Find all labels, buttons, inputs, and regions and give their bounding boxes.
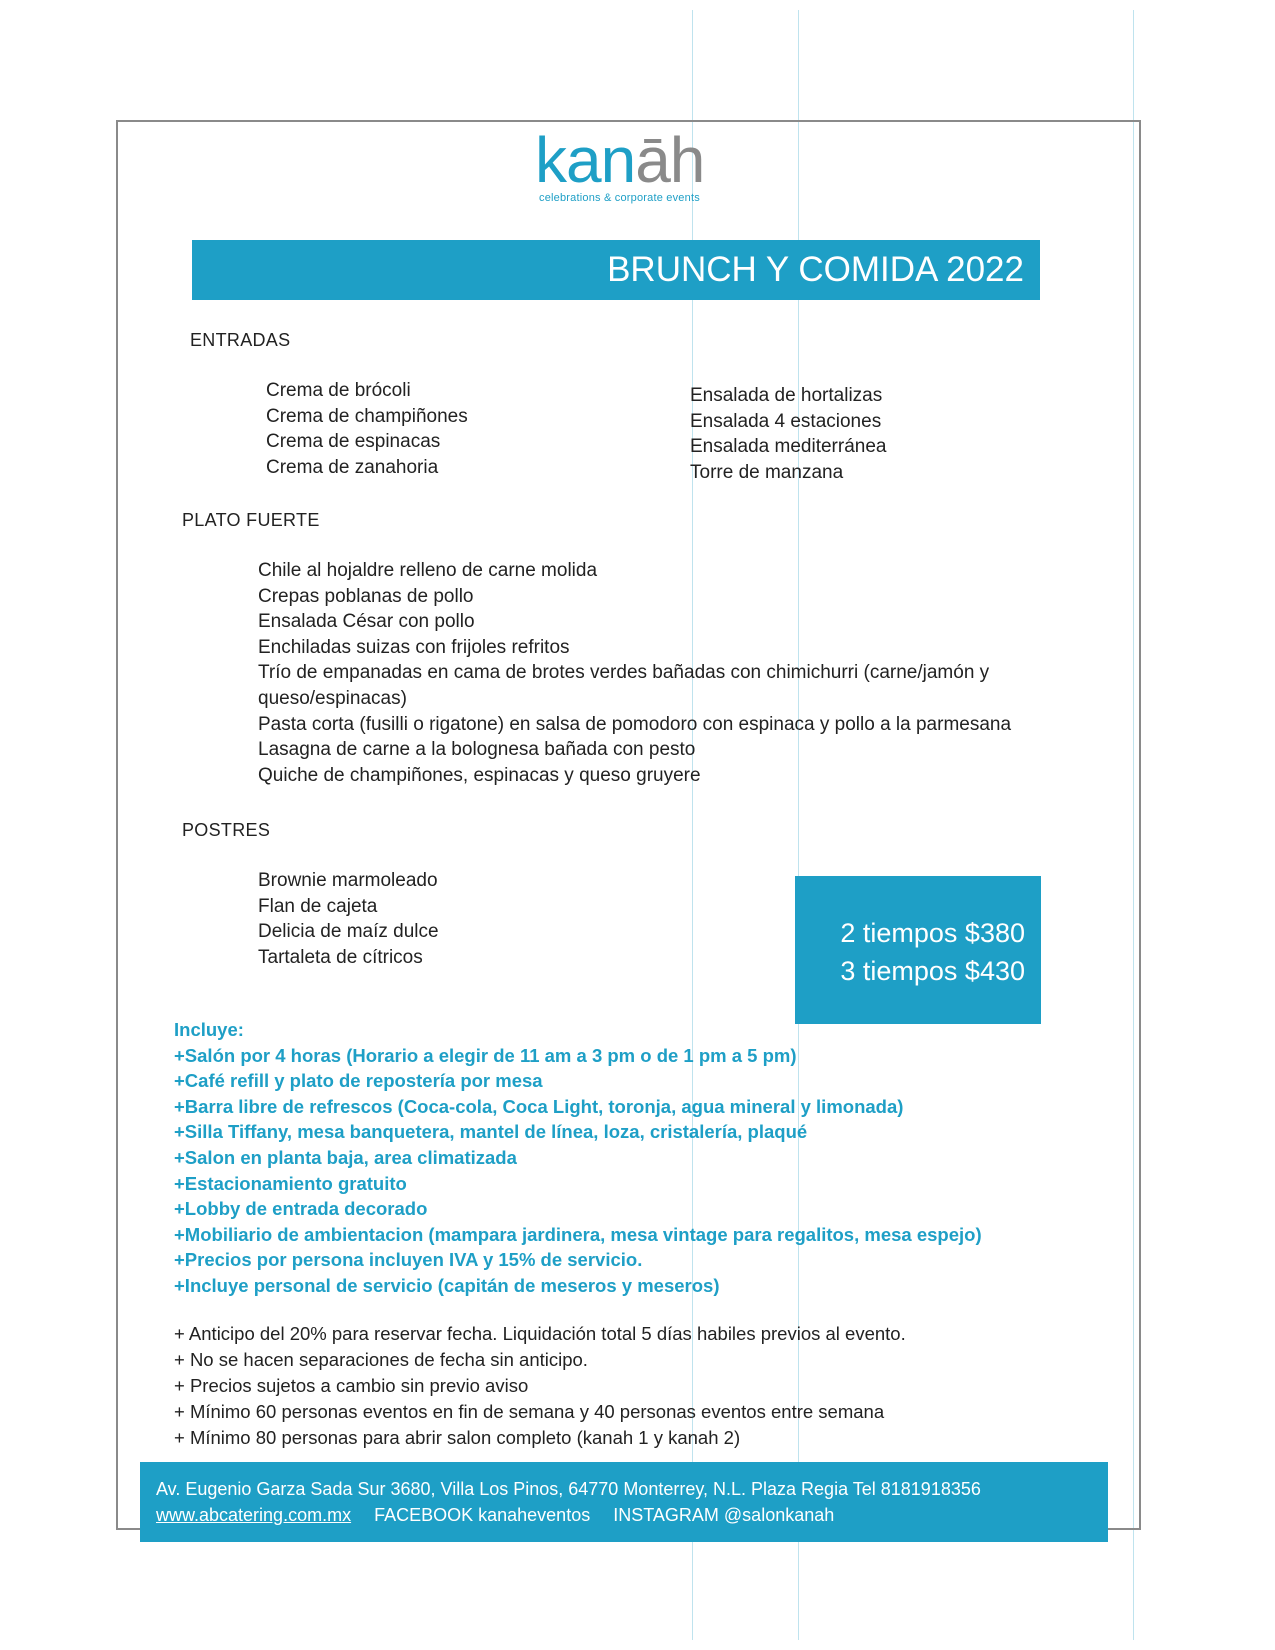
list-item: +Barra libre de refrescos (Coca-cola, Coca Light, toronja, agua mineral y limonada): [174, 1095, 904, 1117]
list-item: Delicia de maíz dulce: [258, 921, 439, 943]
list-item: Pasta corta (fusilli o rigatone) en salsa de pomodoro con espinaca y pollo a la parmesana: [258, 713, 1012, 735]
instagram-handle: INSTAGRAM @salonkanah: [613, 1505, 835, 1525]
list-item: Crepas poblanas de pollo: [258, 585, 474, 607]
list-item: Crema de champiñones: [266, 405, 468, 427]
entradas-list-right: [690, 383, 886, 485]
includes-heading: Incluye:: [174, 1019, 244, 1040]
section-heading-postres: POSTRES: [182, 820, 271, 840]
list-item: Enchiladas suizas con frijoles refritos: [258, 636, 570, 658]
list-item: +Café refill y plato de repostería por mesa: [174, 1070, 543, 1092]
list-item: Chile al hojaldre relleno de carne molida: [258, 560, 598, 581]
list-item: Ensalada de hortalizas: [690, 385, 883, 406]
list-item: + Mínimo 60 personas eventos en fin de semana y 40 personas eventos entre semana: [174, 1401, 885, 1422]
list-item: queso/espinacas): [258, 687, 407, 709]
website-link[interactable]: www.abcatering.com.mx: [156, 1505, 352, 1525]
plato-fuerte-list: [258, 558, 1011, 788]
list-item: +Mobiliario de ambientacion (mampara jardinera, mesa vintage para regalitos, mesa espejo): [174, 1223, 982, 1245]
list-item: + Anticipo del 20% para reservar fecha. Liquidación total 5 días habiles previos al evento.: [174, 1323, 906, 1344]
terms-notes: [174, 1321, 906, 1451]
list-item: Ensalada 4 estaciones: [690, 410, 882, 432]
list-item: Lasagna de carne a la bolognesa bañada con pesto: [258, 739, 696, 761]
list-item: Crema de zanahoria: [266, 456, 439, 478]
list-item: +Precios por persona incluyen IVA y 15% de servicio.: [174, 1249, 643, 1271]
list-item: + Mínimo 80 personas para abrir salon completo (kanah 1 y kanah 2): [174, 1427, 741, 1448]
logo-tagline: celebrations & corporate events: [539, 192, 700, 204]
list-item: +Silla Tiffany, mesa banquetera, mantel de línea, loza, cristalería, plaqué: [174, 1121, 808, 1143]
list-item: +Incluye personal de servicio (capitán de meseros y meseros): [174, 1274, 720, 1296]
list-item: Flan de cajeta: [258, 895, 378, 917]
section-heading-plato-fuerte: PLATO FUERTE: [182, 510, 320, 530]
contact-footer: [140, 1462, 1108, 1542]
list-item: + Precios sujetos a cambio sin previo aviso: [174, 1375, 529, 1396]
price-two-courses: 2 tiempos $380: [840, 918, 1025, 948]
list-item: Brownie marmoleado: [258, 870, 438, 891]
list-item: + No se hacen separaciones de fecha sin anticipo.: [174, 1349, 588, 1370]
menu-title: BRUNCH Y COMIDA 2022: [607, 250, 1024, 289]
facebook-handle: FACEBOOK kanaheventos: [374, 1505, 591, 1525]
list-item: +Salon en planta baja, area climatizada: [174, 1146, 517, 1168]
list-item: Trío de empanadas en cama de brotes verdes bañadas con chimichurri (carne/jamón y: [258, 662, 990, 684]
section-heading-entradas: ENTRADAS: [190, 330, 291, 350]
price-box: [795, 876, 1041, 1024]
list-item: Torre de manzana: [690, 461, 844, 483]
list-item: Ensalada mediterránea: [690, 436, 887, 458]
list-item: Ensalada César con pollo: [258, 611, 475, 633]
logo-wordmark: kanāh: [535, 124, 705, 196]
postres-list: [258, 868, 439, 970]
price-three-courses: 3 tiempos $430: [840, 956, 1025, 986]
list-item: +Lobby de entrada decorado: [174, 1198, 428, 1220]
list-item: +Estacionamiento gratuito: [174, 1172, 407, 1194]
list-item: Tartaleta de cítricos: [258, 946, 423, 968]
menu-title-banner: [192, 240, 1040, 300]
list-item: Quiche de champiñones, espinacas y queso gruyere: [258, 764, 701, 786]
list-item: Crema de brócoli: [266, 380, 411, 401]
footer-address: Av. Eugenio Garza Sada Sur 3680, Villa Los Pinos, 64770 Monterrey, N.L. Plaza Regia Tel 8181918356: [156, 1479, 981, 1499]
kanah-logo: [535, 124, 705, 204]
entradas-list-left: [266, 378, 468, 480]
list-item: +Salón por 4 horas (Horario a elegir de 11 am a 3 pm o de 1 pm a 5 pm): [174, 1044, 797, 1066]
footer-links: [156, 1502, 1092, 1528]
includes-list: [174, 1017, 982, 1299]
list-item: Crema de espinacas: [266, 431, 441, 453]
